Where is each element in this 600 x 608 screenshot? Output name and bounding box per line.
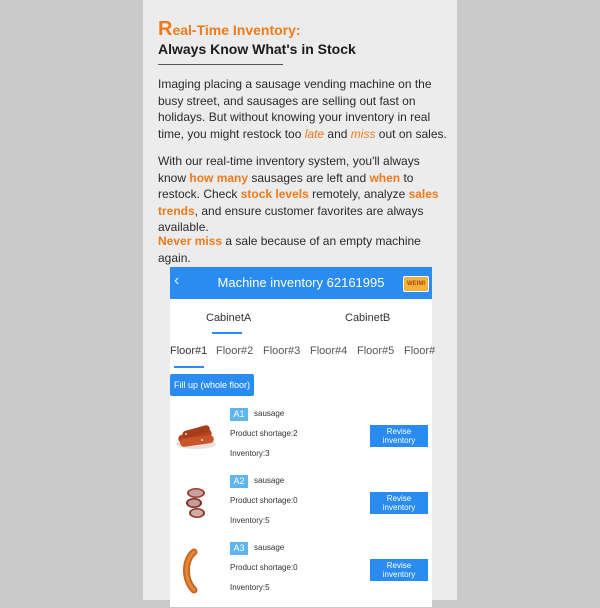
list-item xyxy=(170,542,432,608)
cabinet-tabs xyxy=(170,299,432,337)
list-item xyxy=(170,408,432,474)
app-header xyxy=(170,267,432,299)
curved-sausage-image xyxy=(172,546,220,594)
item-name: sausage xyxy=(254,476,285,485)
revise-inventory-button[interactable]: Revise inventory xyxy=(370,425,428,447)
inventory-count: Inventory:5 xyxy=(230,516,270,525)
tab-floor-2[interactable]: Floor#2 xyxy=(216,345,254,357)
product-shortage: Product shortage:2 xyxy=(230,429,298,438)
tab-floor-4[interactable]: Floor#4 xyxy=(310,345,348,357)
tab-floor-3[interactable]: Floor#3 xyxy=(263,345,301,357)
brand-logo: WEIMI xyxy=(403,276,429,292)
fill-up-button[interactable]: Fill up (whole floor) xyxy=(170,374,254,396)
tab-cabinet-b[interactable]: CabinetB xyxy=(345,312,391,324)
app-title: Machine inventory 62161995 xyxy=(217,275,385,290)
sliced-sausage-image xyxy=(172,479,220,527)
floor-tab-indicator xyxy=(174,366,204,368)
paragraph-closing: Never miss a sale because of an empty machine again. xyxy=(158,234,421,265)
floor-tabs xyxy=(170,337,436,367)
tab-floor-1[interactable]: Floor#1 xyxy=(170,345,208,357)
headline-title: Real-Time Inventory: xyxy=(158,18,301,40)
headline-divider xyxy=(158,64,283,65)
revise-inventory-button[interactable]: Revise inventory xyxy=(370,559,428,581)
revise-inventory-button[interactable]: Revise inventory xyxy=(370,492,428,514)
headline-subtitle: Always Know What's in Stock xyxy=(158,41,356,57)
tab-floor-5[interactable]: Floor#5 xyxy=(357,345,395,357)
item-name: sausage xyxy=(254,543,285,552)
slot-badge: A1 xyxy=(230,408,248,421)
item-name: sausage xyxy=(254,409,285,418)
cabinet-tab-indicator xyxy=(212,332,242,334)
paragraph-benefits: With our real-time inventory system, you'll always know how many sausages are left and when to restock. Check stock levels remotely, analyze sales trends, and ensure customer favorites are always available. xyxy=(158,154,439,234)
tab-floor-6[interactable]: Floor# xyxy=(404,345,436,357)
headline xyxy=(158,18,356,58)
sausage-platter-image xyxy=(172,412,220,460)
list-item xyxy=(170,475,432,541)
paragraph-intro: Imaging placing a sausage vending machine on the busy street, and sausages are selling out fast on holidays. But without knowing your inventory in real time, you might restock too late and miss out on sales. xyxy=(158,77,447,141)
app-screenshot xyxy=(170,267,436,607)
inventory-count: Inventory:5 xyxy=(230,583,270,592)
product-shortage: Product shortage:0 xyxy=(230,496,298,505)
slot-badge: A3 xyxy=(230,542,248,555)
tab-cabinet-a[interactable]: CabinetA xyxy=(206,312,252,324)
back-icon[interactable]: ‹ xyxy=(174,272,180,289)
inventory-count: Inventory:3 xyxy=(230,449,270,458)
content-panel xyxy=(143,0,457,600)
slot-badge: A2 xyxy=(230,475,248,488)
product-shortage: Product shortage:0 xyxy=(230,563,298,572)
